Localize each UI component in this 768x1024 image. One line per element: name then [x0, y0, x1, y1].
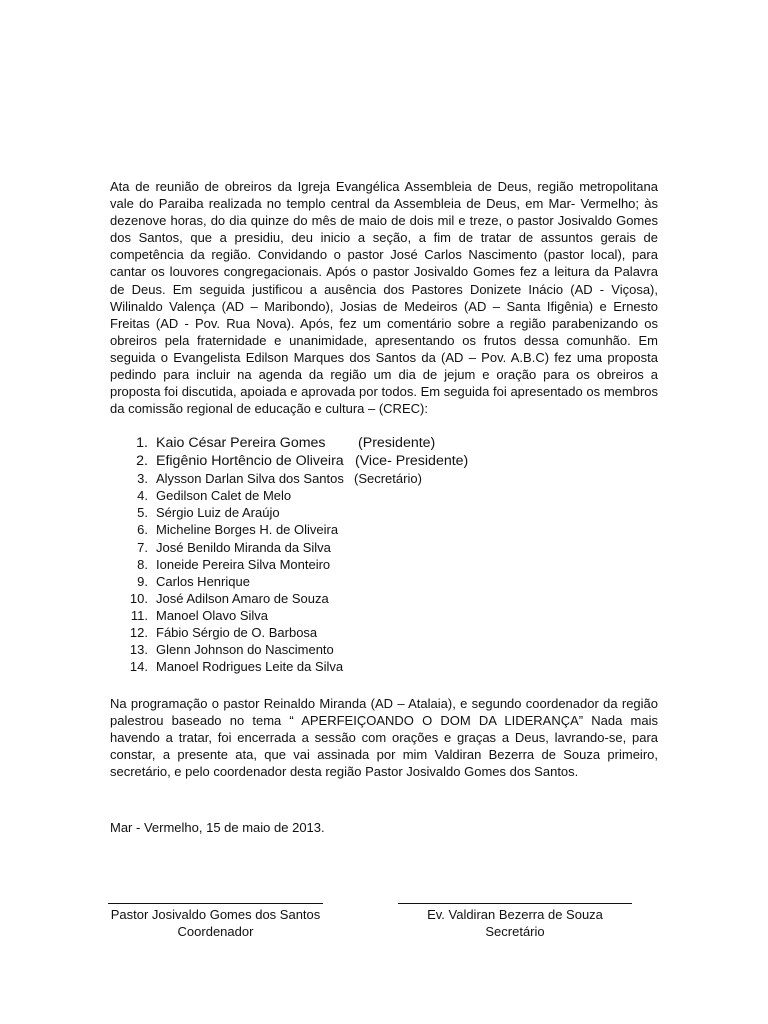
list-number: 13. — [129, 642, 148, 658]
member-name: Sérgio Luiz de Araújo — [156, 505, 280, 521]
signature-block-coordinator — [108, 893, 323, 940]
list-number: 12. — [129, 625, 148, 641]
list-item — [110, 624, 658, 641]
member-name: Manoel Olavo Silva — [156, 607, 268, 623]
member-name: Ioneide Pereira Silva Monteiro — [156, 556, 331, 572]
list-item — [110, 470, 658, 487]
list-number: 10. — [129, 590, 148, 606]
member-name: Efigênio Hortêncio de Oliveira — [156, 452, 344, 469]
list-number: 2. — [136, 452, 148, 469]
list-number: 14. — [129, 659, 148, 675]
list-item — [110, 590, 658, 607]
list-item — [110, 487, 658, 504]
member-role: (Secretário) — [354, 471, 422, 487]
minutes-opening-paragraph: Ata de reunião de obreiros da Igreja Evangélica Assembleia de Deus, região metropolitana vale do Paraiba realizada no templo central da Assembleia de Deus, em Mar- Vermelho; às dezenove horas, do dia quinze do mês de maio de dois mil e treze, o pastor Josivaldo Gomes dos Santos, que a presidiu, deu inicio a seção, a fim de tratar de assuntos gerais de competência da região. Convidando o pastor José Carlos Nascimento (pastor local), para cantar os louvores congregacionais. Após o pastor Josivaldo Gomes fez a leitura da Palavra de Deus. Em seguida justificou a ausência dos Pastores Donizete Inácio (AD - Viçosa), Wilinaldo Valença (AD – Maribondo), Josias de Medeiros (AD – Santa Ifigênia) e Ernesto Freitas (AD - Pov. Rua Nova). Após, fez um comentário sobre a região parabenizando os obreiros pela fraternidade e unanimidade, apresentando os frutos dessa comunhão. Em seguida o Evangelista Edilson Marques dos Santos da (AD – Pov. A.B.C) fez uma proposta pedindo para incluir na agenda da região um dia de jejum e oração para os obreiros a proposta foi discutida, apoiada e aprovada por todos. Em seguida foi apresentado os membros da comissão regional de educação e cultura – (CREC): — [110, 179, 658, 417]
member-name: José Benildo Miranda da Silva — [156, 539, 331, 555]
signature-block-secretary — [398, 893, 632, 940]
list-number: 6. — [137, 522, 148, 538]
signer-name: Ev. Valdiran Bezerra de Souza — [427, 907, 603, 922]
signature-line — [108, 893, 323, 904]
list-item — [110, 641, 658, 658]
minutes-closing-paragraph: Na programação o pastor Reinaldo Miranda (AD – Atalaia), e segundo coordenador da região palestrou baseado no tema “ APERFEIÇOANDO O DOM DA LIDERANÇA” Nada mais havendo a tratar, foi encerrada a sessão com orações e graças a Deus, lavrando-se, para constar, a presente ata, que vai assinada por mim Valdiran Bezerra de Souza primeiro, secretário, e pelo coordenador desta região Pastor Josivaldo Gomes dos Santos. — [110, 696, 658, 780]
member-name: Micheline Borges H. de Oliveira — [156, 522, 339, 538]
list-item — [110, 504, 658, 521]
list-number: 5. — [137, 505, 148, 521]
list-number: 1. — [136, 435, 148, 451]
member-name: Kaio César Pereira Gomes — [156, 435, 326, 451]
list-number: 3. — [137, 471, 148, 487]
place-and-date: Mar - Vermelho, 15 de maio de 2013. — [110, 820, 325, 835]
member-role: (Presidente) — [358, 435, 436, 451]
list-item — [110, 607, 658, 624]
list-item — [110, 573, 658, 590]
signer-title: Secretário — [485, 924, 545, 939]
signer-title: Coordenador — [177, 924, 254, 939]
member-name: Fábio Sérgio de O. Barbosa — [156, 625, 318, 641]
member-name: Glenn Johnson do Nascimento — [156, 642, 334, 658]
member-name: Gedilson Calet de Melo — [156, 488, 292, 504]
signer-name: Pastor Josivaldo Gomes dos Santos — [110, 907, 321, 922]
list-item — [110, 539, 658, 556]
list-number: 7. — [137, 539, 148, 555]
list-item — [110, 658, 658, 675]
list-number: 9. — [137, 573, 148, 589]
list-number: 4. — [137, 488, 148, 504]
list-item — [110, 435, 658, 453]
member-name: Carlos Henrique — [156, 573, 250, 589]
member-name: Manoel Rodrigues Leite da Silva — [156, 659, 344, 675]
list-item — [110, 556, 658, 573]
commission-members-list — [110, 435, 658, 675]
list-item — [110, 453, 658, 471]
member-name: José Adilson Amaro de Souza — [156, 590, 329, 606]
list-number: 11. — [130, 607, 148, 623]
signature-line — [398, 893, 632, 904]
list-number: 8. — [137, 556, 148, 572]
member-name: Alysson Darlan Silva dos Santos — [156, 471, 344, 487]
member-role: (Vice- Presidente) — [355, 452, 469, 469]
list-item — [110, 521, 658, 538]
